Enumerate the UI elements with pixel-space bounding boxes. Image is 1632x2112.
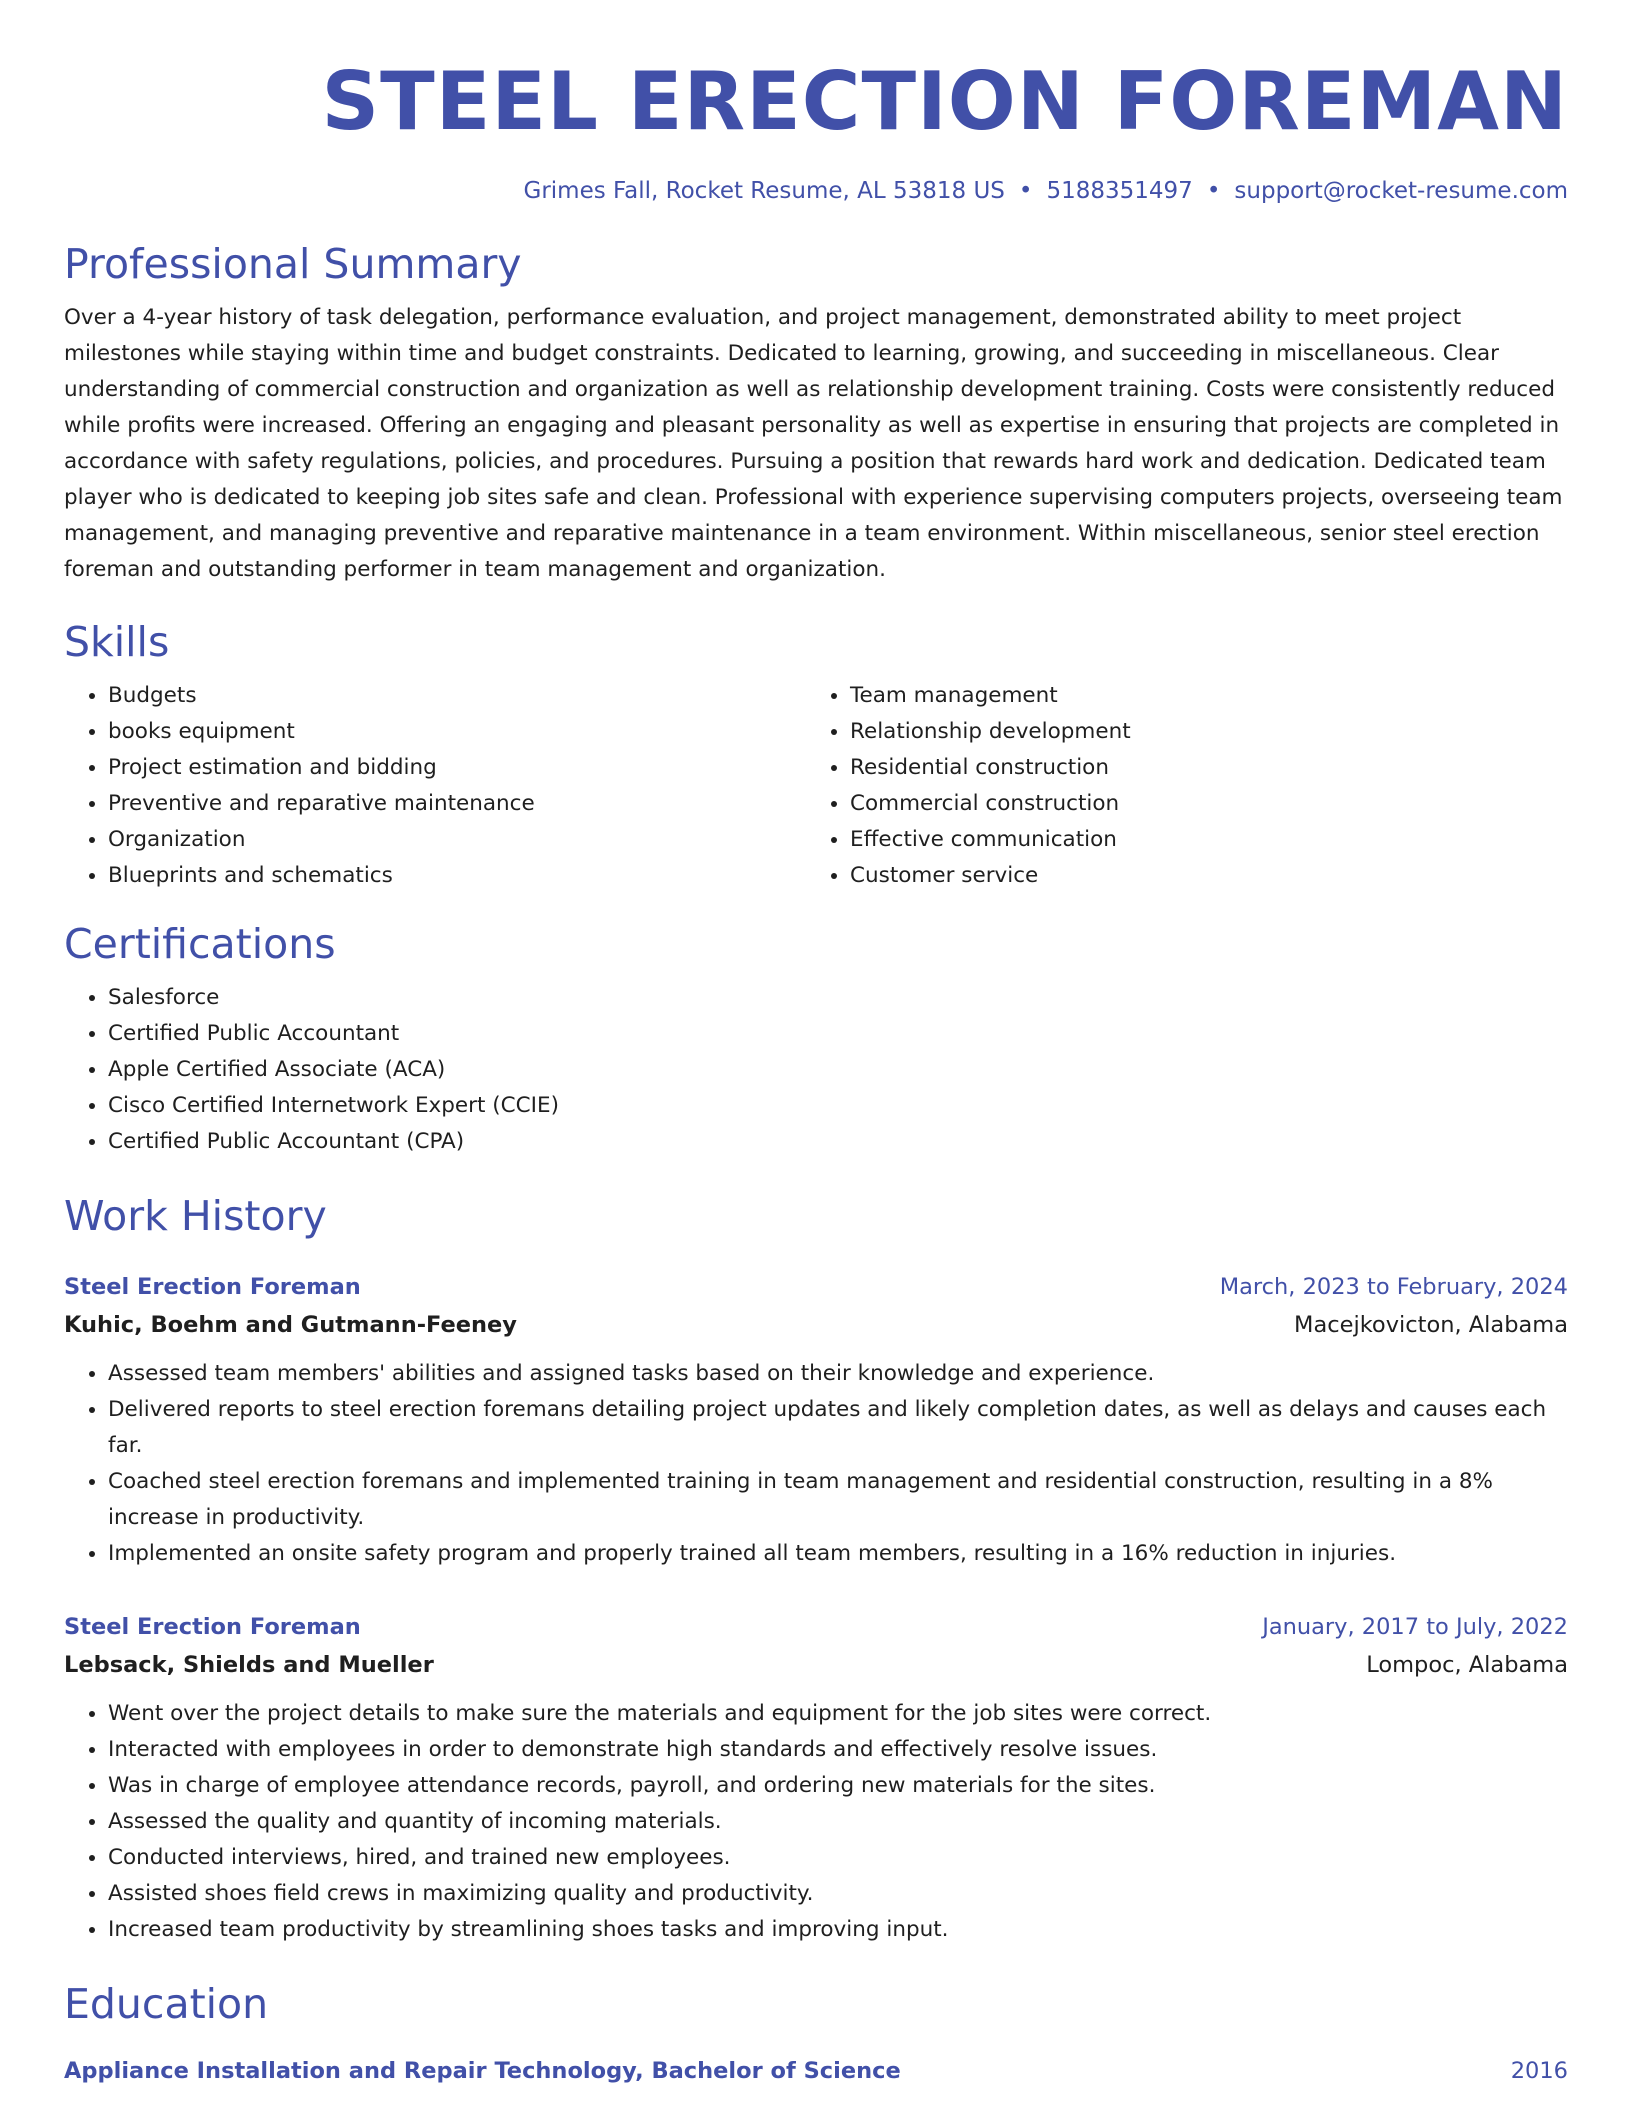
job-bullet-list [64, 1696, 1568, 1948]
job-company-row [64, 1646, 1568, 1684]
job-entry [64, 1268, 1568, 1572]
contact-line [64, 176, 1568, 206]
skills-list-left [64, 678, 806, 894]
job-bullet: • Coached steel erection foremans and implemented training in team management and residential construction, resulting in a 8% increase in productivity. [108, 1464, 1568, 1536]
education-heading: Education [64, 1980, 269, 2028]
skill-item: • Organization [108, 822, 806, 858]
skills-column-right [806, 678, 1548, 894]
job-dates: March, 2023 to February, 2024 [1219, 1274, 1568, 1300]
contact-email: support@rocket-resume.com [1234, 178, 1568, 204]
certification-item: • Apple Certified Associate (ACA) [108, 1052, 1568, 1088]
job-bullet: • Assisted shoes field crews in maximizing quality and productivity. [108, 1876, 1568, 1912]
skill-item: • Blueprints and schematics [108, 858, 806, 894]
job-bullet-list [64, 1356, 1568, 1572]
job-entry [64, 1608, 1568, 1948]
candidate-name: STEEL ERECTION FOREMAN [321, 55, 1568, 148]
job-bullet: • Assessed team members' abilities and assigned tasks based on their knowledge and experience. [108, 1356, 1568, 1392]
job-company: Kuhic, Boehm and Gutmann-Feeney [64, 1312, 517, 1338]
contact-phone: 5188351497 [1046, 178, 1193, 204]
certifications-heading: Certifications [64, 920, 336, 968]
skills-heading: Skills [64, 618, 170, 666]
job-dates: January, 2017 to July, 2022 [1262, 1614, 1568, 1640]
job-bullet: • Increased team productivity by streamlining shoes tasks and improving input. [108, 1912, 1568, 1948]
resume-page [64, 0, 1568, 2090]
job-bullet: • Implemented an onsite safety program and properly trained all team members, resulting in a 16% reduction in injuries. [108, 1536, 1568, 1572]
resume-header [64, 0, 1568, 206]
certification-item: • Cisco Certified Internetwork Expert (CCIE) [108, 1088, 1568, 1124]
certification-item: • Certified Public Accountant (CPA) [108, 1124, 1568, 1160]
skill-item: • Team management [850, 678, 1548, 714]
skill-item: • books equipment [108, 714, 806, 750]
skill-item: • Relationship development [850, 714, 1548, 750]
skill-item: • Commercial construction [850, 786, 1548, 822]
skill-item: • Project estimation and bidding [108, 750, 806, 786]
certification-item: • Salesforce [108, 980, 1568, 1016]
education-entry [64, 2052, 1568, 2090]
job-bullet: • Interacted with employees in order to demonstrate high standards and effectively resolve issues. [108, 1732, 1568, 1768]
summary-heading: Professional Summary [64, 240, 522, 288]
skill-item: • Residential construction [850, 750, 1548, 786]
job-company: Lebsack, Shields and Mueller [64, 1652, 434, 1678]
contact-separator: • [1018, 178, 1033, 204]
skills-grid [64, 678, 1568, 894]
summary-text: Over a 4-year history of task delegation, performance evaluation, and project management, demonstrated ability to meet project milestones while staying within time and budget constraints. Dedicated to learning, growing, and succeeding in miscellaneous. Clear understanding of commercial construction and organization as well as relationship development training. Costs were consistently reduced while profits were increased. Offering an engaging and pleasant personality as well as expertise in ensuring that projects are completed in accordance with safety regulations, policies, and procedures. Pursuing a position that rewards hard work and dedication. Dedicated team player who is dedicated to keeping job sites safe and clean. Professional with experience supervising computers projects, overseeing team management, and managing preventive and reparative maintenance in a team environment. Within miscellaneous, senior steel erection foreman and outstanding performer in team management and organization. [64, 305, 1563, 582]
job-location: Macejkovicton, Alabama [1294, 1312, 1568, 1338]
job-bullet: • Was in charge of employee attendance records, payroll, and ordering new materials for the sites. [108, 1768, 1568, 1804]
job-bullet: • Delivered reports to steel erection foremans detailing project updates and likely completion dates, as well as delays and causes each far. [108, 1392, 1568, 1464]
skill-item: • Effective communication [850, 822, 1548, 858]
skill-item: • Preventive and reparative maintenance [108, 786, 806, 822]
job-bullet: • Went over the project details to make sure the materials and equipment for the job sites were correct. [108, 1696, 1568, 1732]
education-degree: Appliance Installation and Repair Technology, Bachelor of Science [64, 2058, 901, 2084]
contact-separator: • [1206, 178, 1221, 204]
certification-item: • Certified Public Accountant [108, 1016, 1568, 1052]
job-bullet: • Assessed the quality and quantity of incoming materials. [108, 1804, 1568, 1840]
job-title: Steel Erection Foreman [64, 1614, 361, 1640]
contact-address: Grimes Fall, Rocket Resume, AL 53818 US [523, 178, 1005, 204]
job-company-row [64, 1306, 1568, 1344]
job-title-row [64, 1608, 1568, 1646]
certifications-list [64, 980, 1568, 1160]
skill-item: • Budgets [108, 678, 806, 714]
job-title: Steel Erection Foreman [64, 1274, 361, 1300]
education-year: 2016 [1510, 2058, 1568, 2084]
job-bullet: • Conducted interviews, hired, and trained new employees. [108, 1840, 1568, 1876]
job-location: Lompoc, Alabama [1366, 1652, 1568, 1678]
skills-column-left [64, 678, 806, 894]
skill-item: • Customer service [850, 858, 1548, 894]
work-history-heading: Work History [64, 1192, 327, 1240]
job-title-row [64, 1268, 1568, 1306]
skills-list-right [806, 678, 1548, 894]
